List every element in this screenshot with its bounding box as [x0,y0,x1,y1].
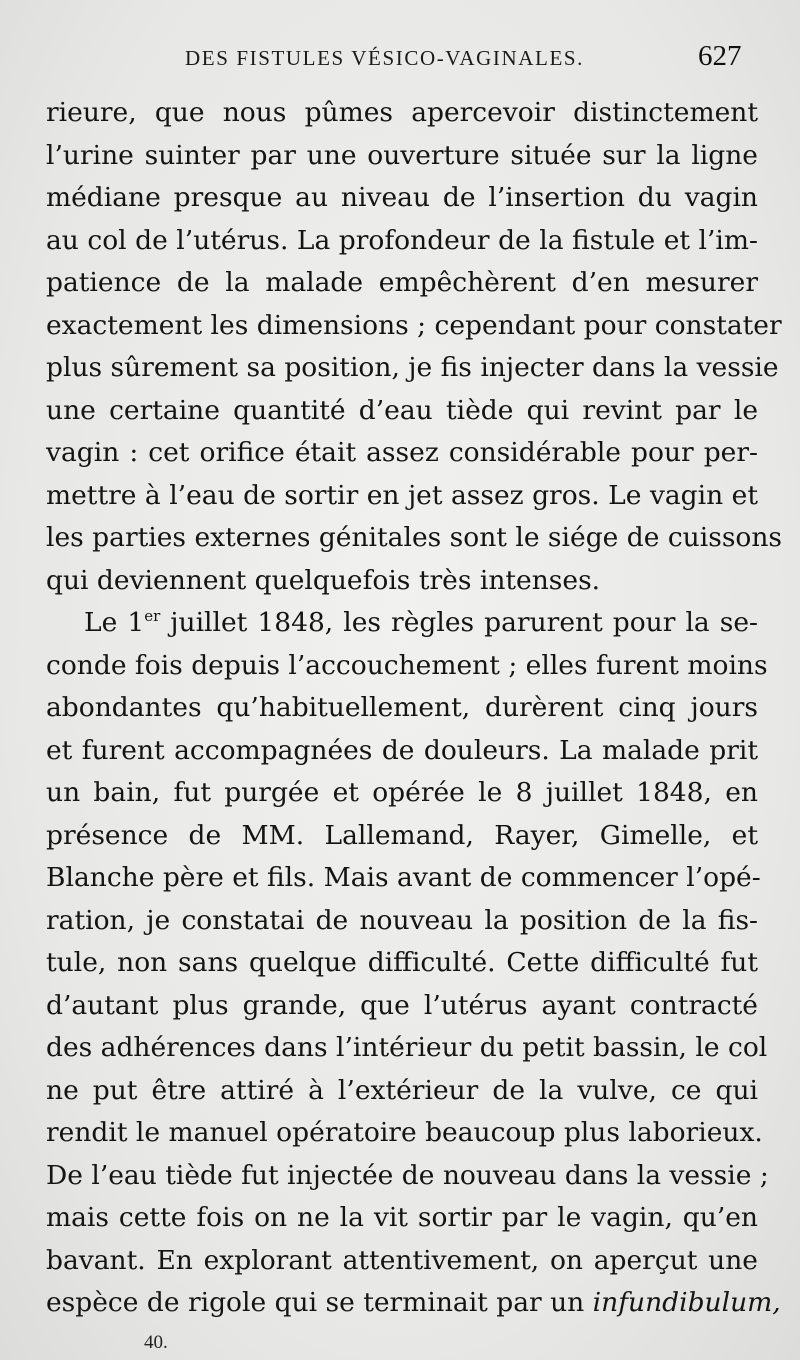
text-fragment: juillet 1848, les règles parurent pour la se- [160,607,758,638]
text-line: d’autant plus grande, que l’utérus ayant contracté [46,989,758,1021]
text-line: ne put être attiré à l’extérieur de la vulve, ce qui [46,1074,758,1106]
superscript: er [144,607,161,625]
text-line: ration, je constatai de nouveau la position de la fis- [46,904,758,936]
text-line: plus sûrement sa position, je fis injecter dans la vessie [46,352,779,383]
text-line: une certaine quantité d’eau tiède qui revint par le [46,394,758,426]
running-head [0,40,800,80]
text-line: un bain, fut purgée et opérée le 8 juillet 1848, en [46,777,758,808]
running-head-title: DES FISTULES VÉSICO-VAGINALES. [185,46,585,70]
text-fragment: espèce de rigole qui se terminait par un [46,1287,593,1318]
text-line: mais cette fois on ne la vit sortir par le vagin, qu’en [46,1202,758,1233]
text-line: qui deviennent quelquefois très intenses. [46,564,601,596]
text-fragment: Le 1 [84,607,145,638]
text-line: vagin : cet orifice était assez considérable pour per- [46,437,758,468]
text-line: abondantes qu’habituellement, durèrent cinq jours [46,692,758,723]
text-line [46,1282,781,1325]
text-line: De l’eau tiède fut injectée de nouveau dans la vessie ; [46,1159,769,1191]
text-line: Blanche père et fils. Mais avant de commencer l’opé- [46,862,761,893]
text-line: patience de la malade empêchèrent d’en mesurer [46,267,758,298]
page-number: 627 [698,40,742,72]
text-line: rieure, que nous pûmes apercevoir distinctement [46,97,758,128]
text-line: présence de MM. Lallemand, Rayer, Gimelle, et [46,819,758,851]
text-line: les parties externes génitales sont le siége de cuissons [46,522,783,553]
text-line: tule, non sans quelque difficulté. Cette difficulté fut [46,947,758,978]
text-line: mettre à l’eau de sortir en jet assez gros. Le vagin et [46,479,758,511]
text-line: médiane presque au niveau de l’insertion du vagin [46,182,758,213]
text-line: bavant. En explorant attentivement, on aperçut une [46,1244,758,1276]
text-line: conde fois depuis l’accouchement ; elles furent moins [46,649,768,681]
text-line: exactement les dimensions ; cependant pour constater [46,309,782,341]
text-line: l’urine suinter par une ouverture située sur la ligne [46,139,758,171]
italic-term: infundibulum, [592,1287,781,1318]
text-line: rendit le manuel opératoire beaucoup plus laborieux. [46,1117,763,1148]
text-line [46,602,758,645]
text-line: des adhérences dans l’intérieur du petit bassin, le col [46,1032,768,1063]
body-text [46,92,783,1325]
text-line: et furent accompagnées de douleurs. La malade prit [46,734,758,766]
signature-mark: 40. [144,1332,168,1353]
text-line: au col de l’utérus. La profondeur de la fistule et l’im- [46,224,758,256]
